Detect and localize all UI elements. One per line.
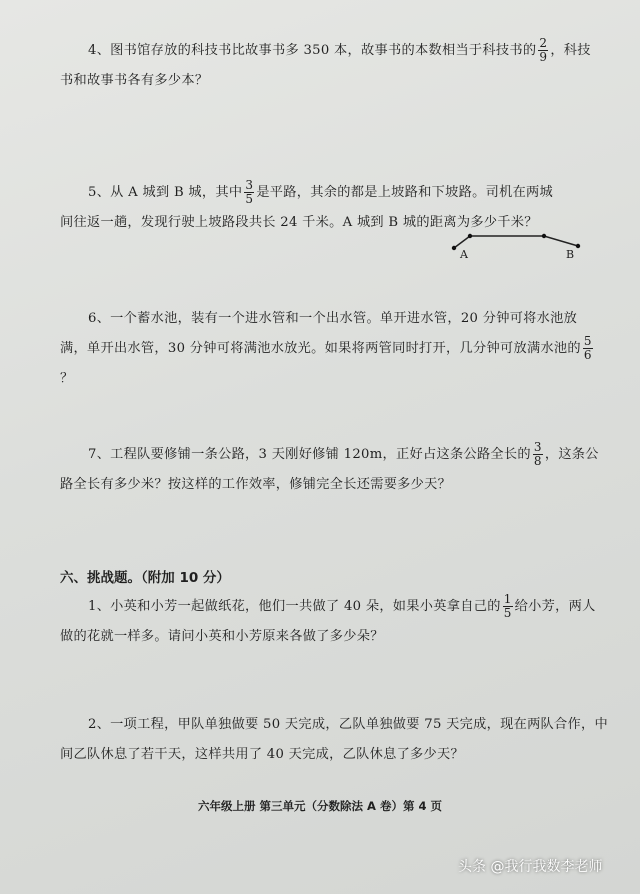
problem-7 <box>60 440 600 500</box>
fraction-2-9 <box>538 37 548 64</box>
route-label-b: B <box>566 248 575 261</box>
fraction-denominator: 6 <box>583 348 592 362</box>
fraction-numerator: 3 <box>245 178 254 192</box>
fraction-numerator: 5 <box>583 334 592 348</box>
route-label-a: A <box>460 248 468 261</box>
problem-4-text-b: ，科技书和故事书各有多少本？ <box>60 43 591 88</box>
fraction-denominator: 5 <box>503 606 512 620</box>
fraction-3-8 <box>533 441 543 468</box>
problem-4 <box>60 36 600 96</box>
challenge-1-text-a: 1、小英和小芳一起做纸花，他们一共做了 40 朵，如果小英拿自己的 <box>88 599 501 614</box>
fraction-denominator: 8 <box>533 454 542 468</box>
fraction-5-6 <box>583 335 593 362</box>
fraction-3-5 <box>244 179 254 206</box>
fraction-1-5 <box>503 593 513 620</box>
section-title: 六、挑战题。（附加 10 分） <box>60 570 230 586</box>
problem-6-text-b: ？ <box>60 371 74 386</box>
fraction-denominator: 5 <box>245 192 254 206</box>
fraction-numerator: 2 <box>539 36 548 50</box>
problem-7-text-a: 7、工程队要修铺一条公路，3 天刚好修铺 120m，正好占这条公路全长的 <box>88 447 531 462</box>
problem-7-text-b: ，这条公路全长有多少米？按这样的工作效率，修铺完全长还需要多少天？ <box>60 447 599 492</box>
challenge-1-text-b: 给小芳，两人做的花就一样多。请问小英和小芳原来各做了多少朵？ <box>60 599 596 644</box>
challenge-2 <box>60 710 608 770</box>
route-diagram <box>448 228 588 268</box>
challenge-2-text: 2、一项工程，甲队单独做要 50 天完成，乙队单独做要 75 天完成，现在两队合作，中间乙队休息了若干天，这样共用了 40 天完成，乙队休息了多少天？ <box>60 717 608 762</box>
problem-5-text-a: 5、从 A 城到 B 城，其中 <box>88 185 243 200</box>
problem-6-text-a: 6、一个蓄水池，装有一个进水管和一个出水管。单开进水管，20 分钟可将水池放满，单开出水管，30 分钟可将满池水放光。如果将两管同时打开，几分钟可放满水池的 <box>60 311 581 356</box>
page-footer: 六年级上册 第三单元（分数除法 A 卷）第 4 页 <box>198 799 442 813</box>
problem-5-text-b: 是平路，其余的都是上坡路和下坡路。司机在两城间往返一趟，发现行驶上坡路段共长 24 千米。A 城到 B 城的距离为多少千米？ <box>60 185 554 230</box>
watermark: 头条 @我行我数李老师 <box>458 859 603 875</box>
fraction-denominator: 9 <box>539 50 548 64</box>
problem-4-text-a: 4、图书馆存放的科技书比故事书多 350 本，故事书的本数相当于科技书的 <box>88 43 537 58</box>
fraction-numerator: 3 <box>533 440 542 454</box>
challenge-1 <box>60 592 600 652</box>
problem-6 <box>60 304 600 394</box>
fraction-numerator: 1 <box>503 592 512 606</box>
